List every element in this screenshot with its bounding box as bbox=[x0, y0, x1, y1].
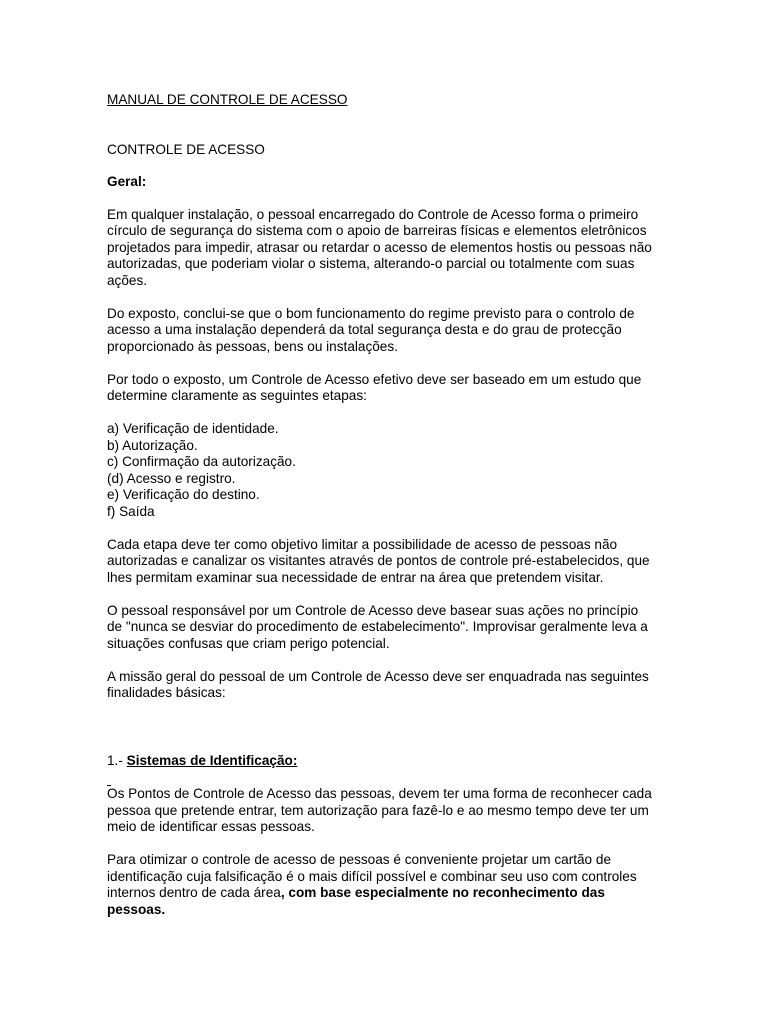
list-item: a) Verificação de identidade. bbox=[107, 421, 279, 436]
paragraph-missao bbox=[107, 669, 661, 702]
text-line: finalidades básicas: bbox=[107, 685, 226, 700]
text-line: identificação cuja falsificação é o mais difícil possível e combinar seu uso com controles bbox=[107, 868, 637, 884]
text-bold-line: pessoas. bbox=[107, 901, 166, 917]
section-number: 1.- bbox=[107, 752, 127, 768]
section-title-text: Sistemas de Identificação: bbox=[126, 752, 298, 768]
subheading-geral: Geral: bbox=[107, 174, 147, 189]
list-item: b) Autorização. bbox=[107, 437, 198, 453]
paragraph-etapas-intro bbox=[107, 372, 661, 405]
text-line: ações. bbox=[107, 272, 148, 288]
document-title: MANUAL DE CONTROLE DE ACESSO bbox=[107, 92, 348, 107]
text-line: determine claramente as seguintes etapas: bbox=[107, 388, 367, 403]
text-normal: internos dentro de cada área bbox=[107, 885, 281, 900]
text-line: Por todo o exposto, um Controle de Acesso efetivo deve ser baseado em um estudo que bbox=[107, 371, 642, 387]
paragraph-otimizar bbox=[107, 852, 661, 918]
paragraph-exposto bbox=[107, 306, 661, 356]
text-line: Em qualquer instalação, o pessoal encarregado do Controle de Acesso forma o primeiro bbox=[107, 206, 639, 222]
document-page bbox=[107, 92, 661, 935]
section-heading: CONTROLE DE ACESSO bbox=[107, 141, 265, 157]
paragraph-pessoal bbox=[107, 603, 661, 653]
text-line: meio de identificar essas pessoas. bbox=[107, 819, 315, 834]
text-line: Para otimizar o controle de acesso de pessoas é conveniente projetar um cartão de bbox=[107, 852, 612, 867]
text-line: de "nunca se desviar do procedimento de estabelecimento". Improvisar geralmente leva a bbox=[107, 619, 648, 634]
text-line: Os Pontos de Controle de Acesso das pessoas, devem ter uma forma de reconhecer cada bbox=[107, 786, 652, 801]
text-line: autorizadas e canalizar os visitantes através de pontos de controle pré-estabelecidos, que bbox=[107, 553, 650, 568]
text-line: círculo de segurança do sistema com o apoio de barreiras físicas e elementos eletrônicos bbox=[107, 223, 647, 238]
paragraph-intro bbox=[107, 207, 661, 290]
text-line: projetados para impedir, atrasar ou retardar o acesso de elementos hostis ou pessoas não bbox=[107, 239, 652, 255]
text-line: proporcionado às pessoas, bens ou instalações. bbox=[107, 338, 398, 354]
list-item: (d) Acesso e registro. bbox=[107, 470, 236, 486]
text-line: Do exposto, conclui-se que o bom funcionamento do regime previsto para o controlo de bbox=[107, 305, 635, 321]
text-line-mixed bbox=[107, 885, 661, 902]
list-item: e) Verificação do destino. bbox=[107, 487, 260, 502]
paragraph-cada-etapa bbox=[107, 537, 661, 587]
text-line: O pessoal responsável por um Controle de Acesso deve basear suas ações no princípio bbox=[107, 602, 639, 618]
paragraph-pontos-controle bbox=[107, 786, 661, 836]
text-line: pessoa que pretende entrar, tem autorização para fazê-lo e ao mesmo tempo deve ter um bbox=[107, 802, 649, 818]
steps-list bbox=[107, 421, 661, 520]
section-1-title bbox=[107, 753, 661, 770]
list-item: f) Saída bbox=[107, 503, 155, 519]
text-line: A missão geral do pessoal de um Controle de Acesso deve ser enquadrada nas seguintes bbox=[107, 668, 649, 684]
text-line: situações confusas que criam perigo potencial. bbox=[107, 635, 390, 651]
text-line: Cada etapa deve ter como objetivo limitar a possibilidade de acesso de pessoas não bbox=[107, 536, 618, 552]
text-bold: , com base especialmente no reconhecimento das bbox=[280, 885, 605, 900]
text-line: autorizadas, que poderiam violar o sistema, alterando-o parcial ou totalmente com suas bbox=[107, 256, 635, 271]
text-line: lhes permitam examinar sua necessidade de entrar na área que pretendem visitar. bbox=[107, 569, 604, 585]
list-item: c) Confirmação da autorização. bbox=[107, 454, 296, 469]
text-line: acesso a uma instalação dependerá da total segurança desta e do grau de protecção bbox=[107, 322, 622, 337]
